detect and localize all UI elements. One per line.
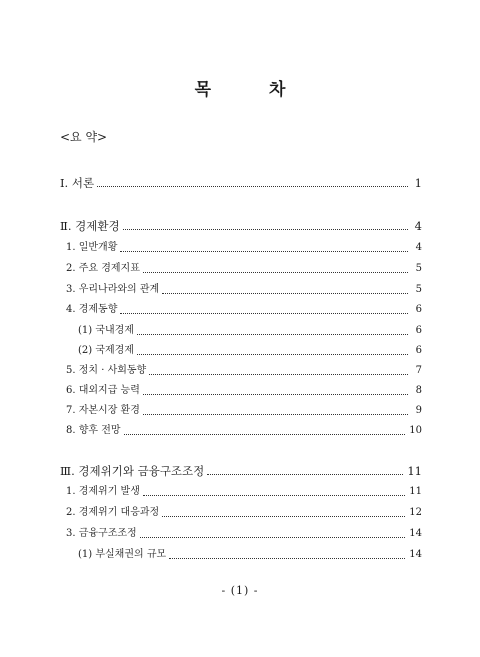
toc-entry-label: 2. 주요 경제지표 — [66, 263, 140, 274]
page-number-footer: - (1) - — [221, 584, 259, 597]
toc-entry-label: 8. 향후 전망 — [66, 425, 121, 436]
toc-entry — [66, 506, 422, 520]
dot-leader — [123, 228, 408, 230]
toc-entry-page: 8 — [415, 385, 422, 396]
dot-leader — [143, 271, 408, 273]
toc-entry-label: 4. 경제동향 — [66, 304, 118, 315]
toc-entry-label: (2) 국제경제 — [78, 345, 134, 356]
toc-entry-page: 14 — [409, 528, 422, 539]
dot-leader — [143, 494, 405, 496]
dot-leader — [97, 185, 408, 187]
toc-entry — [66, 485, 422, 499]
toc-entry-page: 6 — [415, 325, 422, 336]
toc-entry-page: 14 — [409, 549, 422, 560]
toc-entry-label: 3. 우리나라와의 관계 — [66, 284, 160, 295]
toc-entry — [66, 527, 422, 541]
dot-leader — [140, 536, 406, 538]
toc-entry — [60, 176, 422, 190]
toc-entry-page: 4 — [414, 219, 422, 233]
toc-entry-label: 1. 경제위기 발생 — [66, 486, 140, 497]
page-title: 목 차 — [194, 80, 312, 100]
dot-leader — [143, 413, 408, 415]
toc-entry — [66, 241, 422, 255]
toc-entry-label: Ⅱ. 경제환경 — [60, 219, 120, 233]
toc-entry-page: 11 — [409, 486, 422, 497]
dot-leader — [162, 292, 408, 294]
toc-entry-page: 6 — [415, 304, 422, 315]
toc-entry — [78, 324, 422, 338]
toc-entry-label: 7. 자본시장 환경 — [66, 405, 140, 416]
toc-entry-page: 5 — [415, 284, 422, 295]
toc-entry — [66, 424, 422, 438]
toc-entry — [60, 464, 422, 478]
summary-heading: <요 약> — [60, 130, 108, 144]
dot-leader — [143, 393, 408, 395]
toc-entry-page: 10 — [409, 425, 422, 436]
toc-entry-page: 11 — [407, 464, 422, 478]
toc-entry-label: 2. 경제위기 대응과정 — [66, 507, 160, 518]
toc-entry-label: Ⅰ. 서론 — [60, 176, 95, 190]
toc-entry — [78, 548, 422, 562]
toc-entry-page: 5 — [415, 263, 422, 274]
dot-leader — [137, 353, 408, 355]
toc-entry-label: (1) 부실채권의 규모 — [78, 549, 167, 560]
toc-entry-page: 9 — [415, 405, 422, 416]
toc-entry — [66, 262, 422, 276]
dot-leader — [124, 433, 406, 435]
dot-leader — [207, 473, 403, 475]
toc-entry-page: 4 — [415, 242, 422, 253]
toc-entry — [66, 404, 422, 418]
dot-leader — [137, 333, 408, 335]
toc-entry-page: 12 — [409, 507, 422, 518]
toc-entry-label: 1. 일반개황 — [66, 242, 118, 253]
toc-entry — [66, 283, 422, 297]
dot-leader — [162, 515, 405, 517]
toc-entry-page: 6 — [415, 345, 422, 356]
toc-entry — [66, 303, 422, 317]
dot-leader — [120, 312, 408, 314]
dot-leader — [169, 557, 405, 559]
toc-entry — [60, 219, 422, 233]
toc-entry — [78, 344, 422, 358]
toc-entry-page: 7 — [415, 365, 422, 376]
toc-entry-label: Ⅲ. 경제위기와 금융구조조정 — [60, 464, 205, 478]
toc-entry-page: 1 — [414, 176, 422, 190]
toc-entry — [66, 384, 422, 398]
dot-leader — [120, 250, 408, 252]
toc-entry-label: (1) 국내경제 — [78, 325, 134, 336]
toc-entry-label: 3. 금융구조조정 — [66, 528, 137, 539]
toc-entry — [66, 364, 422, 378]
dot-leader — [149, 373, 408, 375]
toc-entry-label: 6. 대외지급 능력 — [66, 385, 140, 396]
toc-entry-label: 5. 정치 · 사회동향 — [66, 365, 147, 376]
